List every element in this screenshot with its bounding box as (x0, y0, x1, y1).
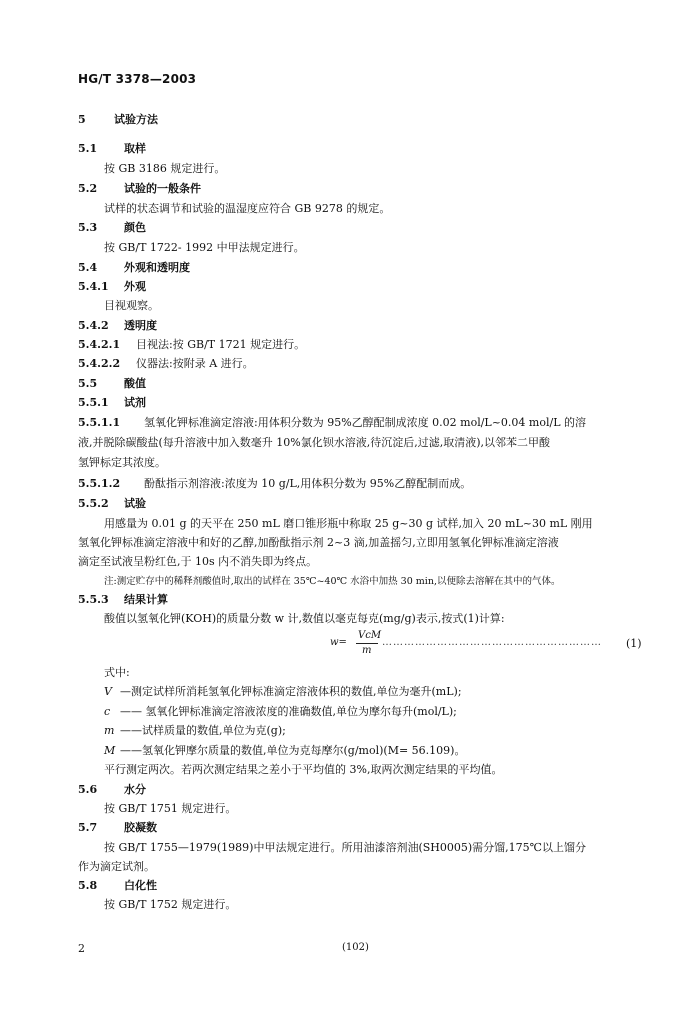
section-5-8-text: 按 GB/T 1752 规定进行。 (104, 898, 237, 911)
section-5-3-heading: 5.3 颜色 (78, 221, 146, 234)
section-5-5-3-text: 酸值以氢氧化钾(KOH)的质量分数 w 计,数值以毫克每克(mg/g)表示,按式(1)计算: (104, 612, 505, 625)
section-5-5-1-1-line1: 5.5.1.1 氢氧化钾标准滴定溶液:用体积分数为 95%乙醇配制成浓度 0.02 mol/L~0.04 mol/L 的溶 (78, 416, 587, 429)
formula-numerator: VcM (358, 630, 382, 641)
formula-denominator: m (362, 645, 372, 656)
section-5-2-heading: 5.2 试验的一般条件 (78, 182, 201, 195)
formula-lhs: w= (330, 637, 347, 648)
section-5-5-2-line3: 滴定至试液呈粉红色,于 10s 内不消失即为终点。 (78, 555, 318, 568)
variable-v: V —测定试样所消耗氢氧化钾标准滴定溶液体积的数值,单位为毫升(mL); (104, 685, 462, 698)
where-label: 式中: (104, 666, 130, 679)
fraction-bar (356, 643, 378, 644)
section-5-5-1-2: 5.5.1.2 酚酞指示剂溶液:浓度为 10 g/L,用体积分数为 95%乙醇配制而成。 (78, 477, 472, 490)
parallel-determination: 平行测定两次。若两次测定结果之差小于平均值的 3%,取两次测定结果的平均值。 (104, 763, 503, 776)
section-5-1-heading: 5.1 取样 (78, 142, 146, 155)
formula-1 (330, 630, 650, 660)
section-5-5-2-line1: 用感量为 0.01 g 的天平在 250 mL 磨口锥形瓶中称取 25 g~30 g 试样,加入 20 mL~30 mL 刚用 (104, 517, 593, 530)
document-id: HG/T 3378—2003 (78, 72, 197, 86)
section-5-6-text: 按 GB/T 1751 规定进行。 (104, 802, 237, 815)
footer-sequence-number: (102) (342, 942, 369, 953)
section-5-5-1-1-line3: 氢钾标定其浓度。 (78, 456, 166, 469)
section-5-7-line1: 按 GB/T 1755—1979(1989)中甲法规定进行。所用油漆溶剂油(SH0005)需分馏,175℃以上馏分 (104, 841, 586, 854)
section-5-4-2-1: 5.4.2.1 目视法:按 GB/T 1721 规定进行。 (78, 338, 306, 351)
section-5-5-heading: 5.5 酸值 (78, 377, 146, 390)
note: 注:测定贮存中的稀释剂酸值时,取出的试样在 35℃~40℃ 水浴中加热 30 min,以便除去溶解在其中的气体。 (104, 576, 561, 587)
section-5-4-2-2: 5.4.2.2 仪器法:按附录 A 进行。 (78, 357, 254, 370)
page-number: 2 (78, 942, 85, 955)
section-5-8-heading: 5.8 白化性 (78, 879, 157, 892)
equation-number: (1) (626, 637, 642, 650)
section-5-4-heading: 5.4 外观和透明度 (78, 261, 190, 274)
section-5-6-heading: 5.6 水分 (78, 783, 146, 796)
formula-leader-dots: …………………………………………………… (382, 637, 602, 648)
section-5-heading: 5 试验方法 (78, 113, 158, 126)
section-5-5-1-heading: 5.5.1 试剂 (78, 396, 146, 409)
variable-m: m ——试样质量的数值,单位为克(g); (104, 724, 286, 737)
section-5-5-3-heading: 5.5.3 结果计算 (78, 593, 168, 606)
section-5-1-text: 按 GB 3186 规定进行。 (104, 162, 226, 175)
section-5-2-text: 试样的状态调节和试验的温湿度应符合 GB 9278 的规定。 (104, 202, 391, 215)
variable-c: c —— 氢氧化钾标准滴定溶液浓度的准确数值,单位为摩尔每升(mol/L); (104, 705, 457, 718)
section-5-4-2-heading: 5.4.2 透明度 (78, 319, 157, 332)
section-5-7-heading: 5.7 胶凝数 (78, 821, 157, 834)
section-5-3-text: 按 GB/T 1722- 1992 中甲法规定进行。 (104, 241, 305, 254)
variable-molar-mass: M ——氢氧化钾摩尔质量的数值,单位为克每摩尔(g/mol)(M= 56.109)。 (104, 744, 466, 757)
section-5-5-1-1-line2: 液,并脱除碳酸盐(每升溶液中加入数毫升 10%氯化钡水溶液,待沉淀后,过滤,取清液),以邻苯二甲酸 (78, 436, 551, 449)
section-5-5-2-line2: 氢氧化钾标准滴定溶液中和好的乙醇,加酚酞指示剂 2~3 滴,加盖摇匀,立即用氢氧化钾标准滴定溶液 (78, 536, 559, 549)
section-5-7-line2: 作为滴定试剂。 (78, 860, 155, 873)
section-5-4-1-heading: 5.4.1 外观 (78, 280, 146, 293)
section-5-5-2-heading: 5.5.2 试验 (78, 497, 146, 510)
section-5-4-1-text: 目视观察。 (104, 299, 159, 312)
